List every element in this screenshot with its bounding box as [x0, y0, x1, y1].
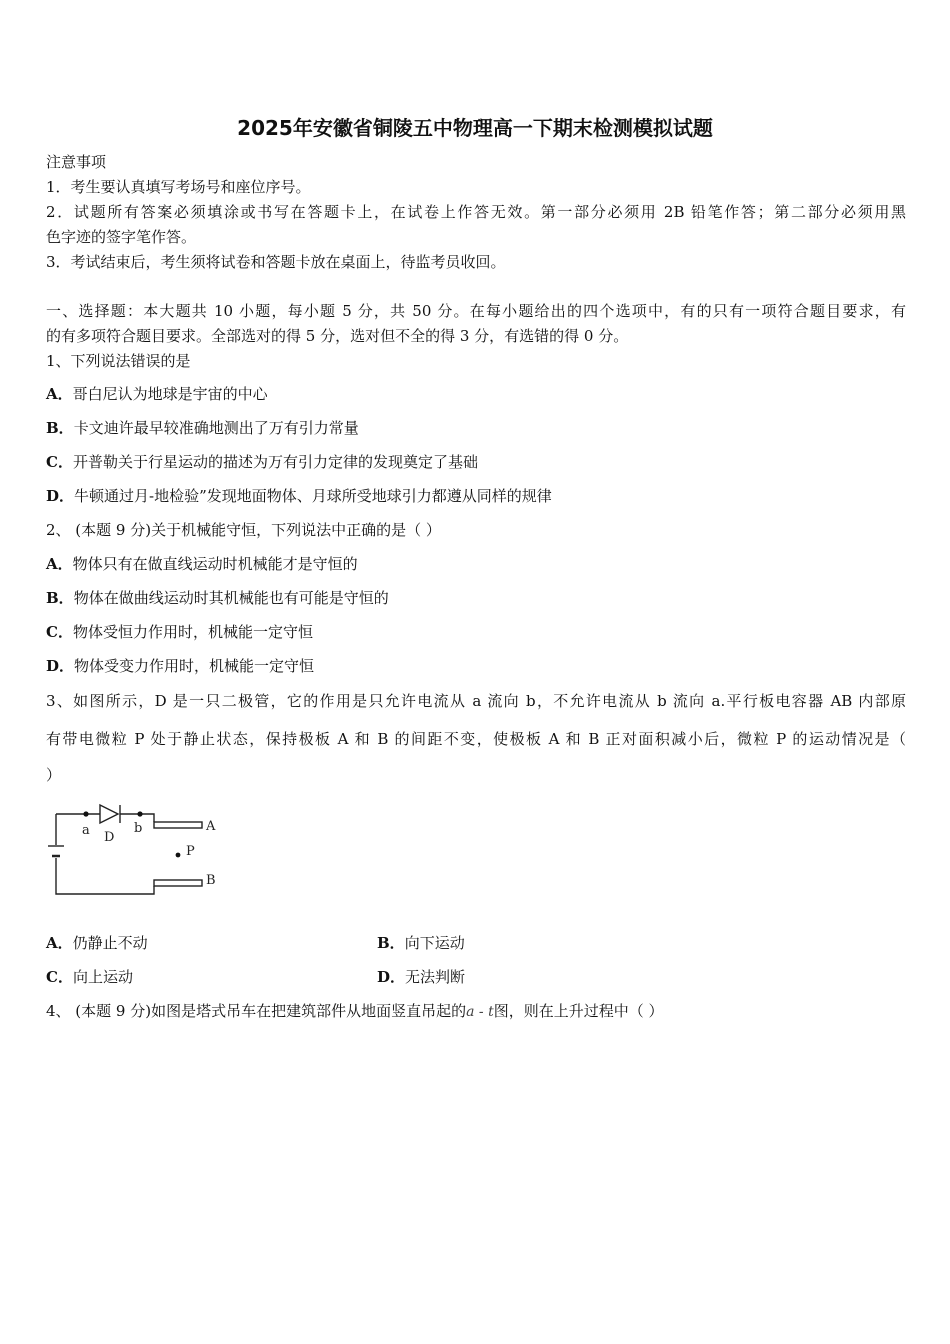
section-intro: 一、选择题：本大题共 10 小题，每小题 5 分，共 50 分。在每小题给出的四个选项中，有的只有一项符合题目要求，有	[46, 302, 906, 320]
question-3-stem: ）	[46, 766, 62, 784]
at-graph-variable: a - t	[466, 1004, 494, 1020]
question-2-option-d	[46, 654, 906, 678]
option-text: 向下运动	[404, 934, 465, 952]
node-a-dot	[83, 811, 88, 816]
option-label: C．	[46, 453, 73, 471]
circuit-diagram	[44, 800, 234, 902]
label-p: P	[186, 844, 195, 859]
option-text: 牛顿通过月-地检验”发现地面物体、月球所受地球引力都遵从同样的规律	[74, 487, 552, 505]
label-d: D	[104, 830, 115, 845]
option-text: 物体受恒力作用时，机械能一定守恒	[72, 623, 313, 641]
question-3-option-c	[46, 965, 346, 989]
question-3-stem: 有带电微粒 P 处于静止状态，保持极板 A 和 B 的间距不变，使极板 A 和 B 正对面积减小后，微粒 P 的运动情况是（	[46, 730, 906, 748]
circuit-wire	[56, 858, 154, 894]
question-4-stem-text: 4、 (本题 9 分)如图是塔式吊车在把建筑部件从地面竖直吊起的	[46, 1002, 467, 1020]
diode-symbol	[100, 805, 118, 823]
question-2-option-a	[46, 552, 906, 576]
option-label: A．	[46, 934, 73, 952]
question-4-stem	[46, 999, 906, 1024]
question-3-option-d	[377, 965, 677, 989]
node-b-dot	[137, 811, 142, 816]
question-2-stem: 2、 (本题 9 分)关于机械能守恒，下列说法中正确的是（ ）	[46, 521, 441, 539]
notice-item: 色字迹的签字笔作答。	[46, 228, 197, 246]
option-label: B．	[377, 934, 405, 952]
option-label: C．	[46, 623, 73, 641]
option-text: 开普勒关于行星运动的描述为万有引力定律的发现奠定了基础	[72, 453, 478, 471]
notice-item: 1．考生要认真填写考场号和座位序号。	[46, 178, 311, 196]
option-label: C．	[46, 968, 73, 986]
option-label: D．	[377, 968, 406, 986]
notice-heading: 注意事项	[46, 153, 107, 171]
notice-item: 3．考试结束后，考生须将试卷和答题卡放在桌面上，待监考员收回。	[46, 253, 506, 271]
option-text: 物体在做曲线运动时其机械能也有可能是守恒的	[73, 589, 389, 607]
option-text: 物体只有在做直线运动时机械能才是守恒的	[72, 555, 358, 573]
section-intro: 的有多项符合题目要求。全部选对的得 5 分，选对但不全的得 3 分，有选错的得 0 分。	[46, 327, 629, 345]
capacitor-plate-b	[154, 880, 202, 886]
option-text: 仍静止不动	[72, 934, 148, 952]
label-a: a	[82, 823, 90, 838]
option-text: 哥白尼认为地球是宇宙的中心	[72, 385, 268, 403]
option-label: A．	[46, 555, 73, 573]
question-3-option-b	[377, 931, 677, 955]
question-1-option-c	[46, 450, 906, 474]
option-text: 卡文迪许最早较准确地测出了万有引力常量	[73, 419, 359, 437]
page-title: 2025年安徽省铜陵五中物理高一下期末检测模拟试题	[237, 116, 713, 140]
question-1-option-b	[46, 416, 906, 440]
question-2-option-b	[46, 586, 906, 610]
option-text: 无法判断	[405, 968, 466, 986]
capacitor-plate-a	[154, 822, 202, 828]
label-b: b	[134, 821, 143, 836]
particle-p-dot	[176, 853, 181, 858]
question-1-stem: 1、下列说法错误的是	[46, 352, 191, 370]
question-3-option-a	[46, 931, 346, 955]
question-1-option-a	[46, 382, 906, 406]
notice-item: 2．试题所有答案必须填涂或书写在答题卡上，在试卷上作答无效。第一部分必须用 2B 铅笔作答；第二部分必须用黑	[46, 203, 906, 221]
question-3-stem: 3、如图所示，D 是一只二极管，它的作用是只允许电流从 a 流向 b，不允许电流从 b 流向 a.平行板电容器 AB 内部原	[46, 692, 906, 710]
question-4-stem-text: 图，则在上升过程中（ ）	[493, 1002, 664, 1020]
option-text: 物体受变力作用时，机械能一定守恒	[74, 657, 315, 675]
option-label: B．	[46, 589, 74, 607]
question-1-option-d	[46, 484, 906, 508]
option-label: A．	[46, 385, 73, 403]
option-label: D．	[46, 657, 75, 675]
question-2-option-c	[46, 620, 906, 644]
label-capacitor-b: B	[206, 873, 216, 888]
option-label: D．	[46, 487, 75, 505]
option-text: 向上运动	[72, 968, 133, 986]
label-capacitor-a: A	[206, 819, 216, 834]
option-label: B．	[46, 419, 74, 437]
